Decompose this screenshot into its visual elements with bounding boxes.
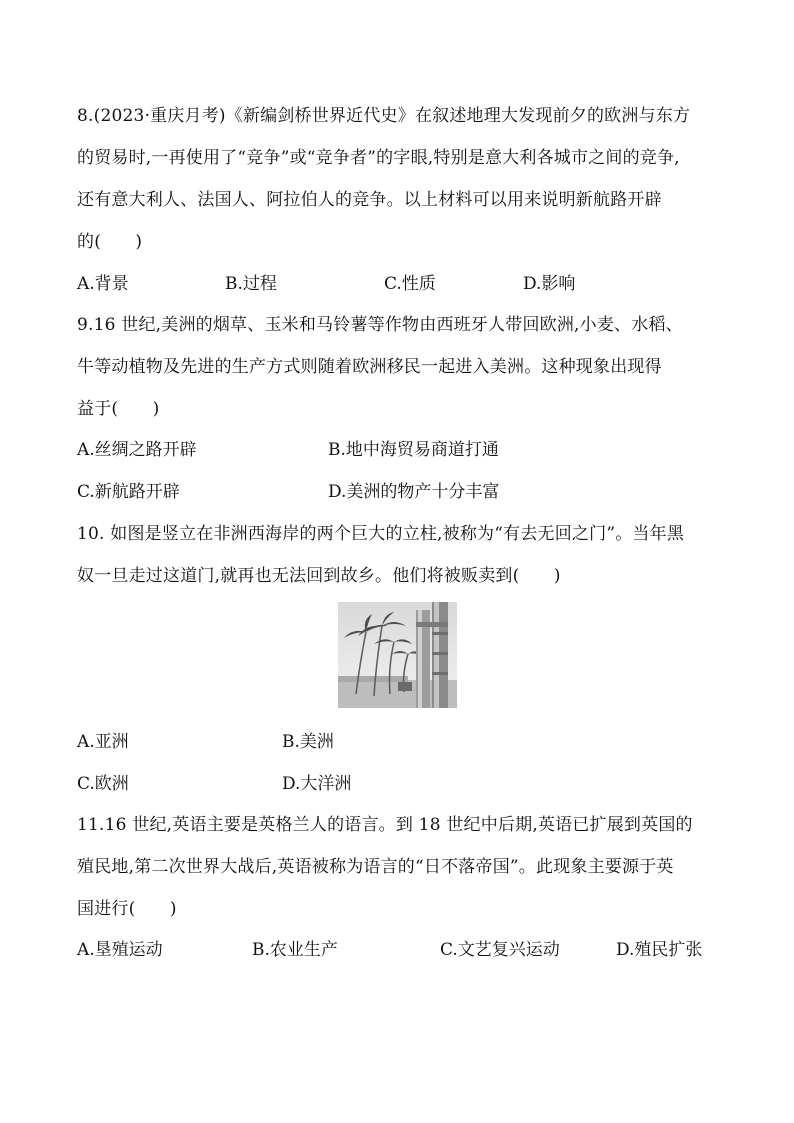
door-of-no-return-photo	[338, 602, 457, 708]
question-10-option-a[interactable]: A.亚洲	[77, 732, 129, 752]
question-9-option-b[interactable]: B.地中海贸易商道打通	[328, 440, 499, 460]
question-10-option-c[interactable]: C.欧洲	[77, 774, 129, 794]
question-10-line-2: 奴一旦走过这道门,就再也无法回到故乡。他们将被贩卖到( )	[77, 566, 561, 586]
question-8-option-d[interactable]: D.影响	[523, 274, 576, 294]
question-8-option-c[interactable]: C.性质	[384, 274, 436, 294]
question-8-line-2: 的贸易时,一再使用了“竞争”或“竞争者”的字眼,特别是意大利各城市之间的竞争,	[77, 148, 680, 168]
hut	[398, 682, 412, 691]
question-11-line-1: 11.16 世纪,英语主要是英格兰人的语言。到 18 世纪中后期,英语已扩展到英国的	[77, 815, 693, 835]
sea	[338, 676, 408, 682]
question-8-line-3: 还有意大利人、法国人、阿拉伯人的竞争。以上材料可以用来说明新航路开辟	[77, 190, 662, 210]
question-8-line-4: 的( )	[77, 232, 143, 252]
question-11-option-d[interactable]: D.殖民扩张	[616, 940, 703, 960]
question-11-option-a[interactable]: A.垦殖运动	[77, 940, 163, 960]
question-8-option-b[interactable]: B.过程	[225, 274, 277, 294]
question-10-option-d[interactable]: D.大洋洲	[282, 774, 352, 794]
question-9-option-c[interactable]: C.新航路开辟	[77, 482, 180, 502]
question-8-option-a[interactable]: A.背景	[77, 274, 129, 294]
question-9-option-d[interactable]: D.美洲的物产十分丰富	[328, 482, 500, 502]
question-9-line-1: 9.16 世纪,美洲的烟草、玉米和马铃薯等作物由西班牙人带回欧洲,小麦、水稻、	[77, 315, 683, 335]
question-10-line-1: 10. 如图是竖立在非洲西海岸的两个巨大的立柱,被称为“有去无回之门”。当年黑	[77, 524, 685, 544]
door-of-no-return-illustration	[338, 602, 457, 708]
pillars	[416, 602, 448, 708]
question-8-line-1: 8.(2023·重庆月考)《新编剑桥世界近代史》在叙述地理大发现前夕的欧洲与东方	[77, 106, 691, 126]
question-11-line-2: 殖民地,第二次世界大战后,英语被称为语言的“日不落帝国”。此现象主要源于英	[77, 857, 674, 877]
question-9-option-a[interactable]: A.丝绸之路开辟	[77, 440, 197, 460]
question-11-option-b[interactable]: B.农业生产	[252, 940, 338, 960]
question-11-line-3: 国进行( )	[77, 899, 177, 919]
question-11-option-c[interactable]: C.文艺复兴运动	[440, 940, 560, 960]
question-10-option-b[interactable]: B.美洲	[282, 732, 334, 752]
question-9-line-3: 益于( )	[77, 399, 160, 419]
question-9-line-2: 牛等动植物及先进的生产方式则随着欧洲移民一起进入美洲。这种现象出现得	[77, 357, 662, 377]
